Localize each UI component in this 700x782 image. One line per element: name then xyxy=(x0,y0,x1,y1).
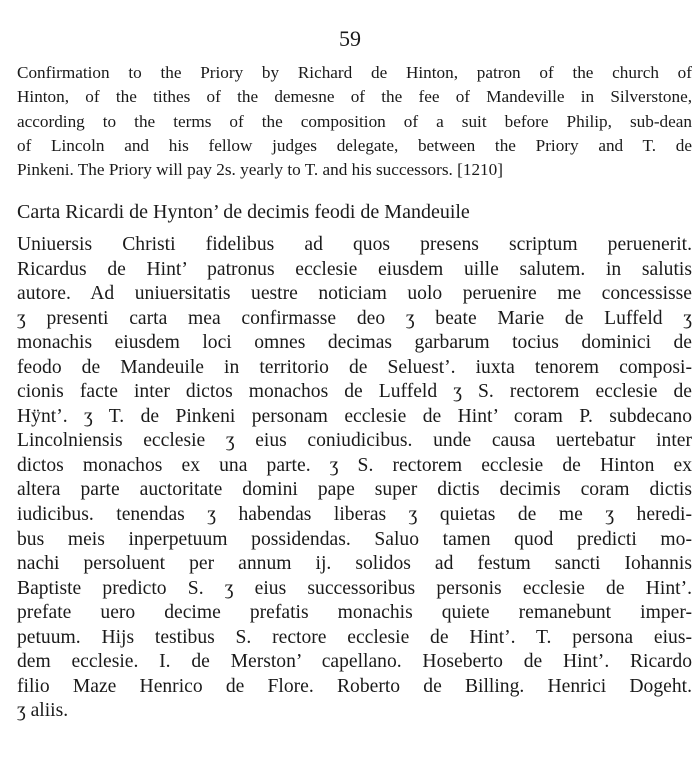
summary-line: according to the terms of the composition of a suit before Philip, sub-dean xyxy=(17,111,692,131)
charter-line: dem ecclesie. I. de Merston’ capellano. Hoseberto de Hint’. Ricardo xyxy=(17,651,692,673)
charter-line: autore. Ad uniuersitatis uestre noticiam uolo peruenire me concessisse xyxy=(17,283,692,305)
charter-line: filio Maze Henrico de Flore. Roberto de Billing. Henrici Dogeht. xyxy=(17,675,692,697)
summary-line: Confirmation to the Priory by Richard de Hinton, patron of the church of xyxy=(17,63,692,82)
charter-line: monachis eiusdem loci omnes decimas garbarum tocius dominici de xyxy=(17,332,692,354)
english-summary xyxy=(17,61,692,182)
charter-line: bus meis inperpetuum possidendas. Saluo tamen quod predicti mo- xyxy=(17,528,692,550)
charter-line: ʒ presenti carta mea confirmasse deo ʒ beate Marie de Luffeld ʒ xyxy=(17,307,692,329)
charter-line: iudicibus. tenendas ʒ habendas liberas ʒ quietas de me ʒ heredi- xyxy=(17,504,692,526)
charter-line: petuum. Hijs testibus S. rectore ecclesie de Hint’. T. persona eius- xyxy=(17,626,692,648)
charter-line: cionis facte inter dictos monachos de Luffeld ʒ S. rectorem ecclesie de xyxy=(17,381,692,403)
charter-heading: Carta Ricardi de Hynton’ de decimis feodi de Mandeuile xyxy=(17,201,470,223)
charter-line: dictos monachos ex una parte. ʒ S. rectorem ecclesie de Hinton ex xyxy=(17,454,692,476)
charter-line: altera parte auctoritate domini pape super dictis decimis coram dictis xyxy=(17,479,692,501)
charter-line: Uniuersis Christi fidelibus ad quos presens scriptum peruenerit. xyxy=(17,234,692,255)
charter-line: Ricardus de Hint’ patronus ecclesie eiusdem uille salutem. in salutis xyxy=(17,258,692,280)
charter-line: nachi persoluent per annum ij. solidos ad festum sancti Iohannis xyxy=(17,553,692,575)
charter-text xyxy=(17,233,692,724)
charter-line: feodo de Mandeuile in territorio de Seluest’. iuxta tenorem composi- xyxy=(17,356,692,378)
charter-line: Baptiste predicto S. ʒ eius successoribus personis ecclesie de Hint’. xyxy=(17,577,692,599)
charter-line: prefate uero decime prefatis monachis quiete remanebunt imper- xyxy=(17,602,692,624)
summary-line: of Lincoln and his fellow judges delegate, between the Priory and T. de xyxy=(17,135,692,155)
summary-line: Pinkeni. The Priory will pay 2s. yearly to T. and his successors. [1210] xyxy=(17,160,503,180)
charter-line: Hÿnt’. ʒ T. de Pinkeni personam ecclesie de Hint’ coram P. subdecano xyxy=(17,405,692,427)
charter-line: ʒ aliis. xyxy=(17,700,69,722)
charter-line: Lincolniensis ecclesie ʒ eius coniudicibus. unde causa uertebatur inter xyxy=(17,430,692,452)
page-number: 59 xyxy=(339,26,361,51)
summary-line: Hinton, of the tithes of the demesne of the fee of Mandeville in Silverstone, xyxy=(17,87,692,107)
